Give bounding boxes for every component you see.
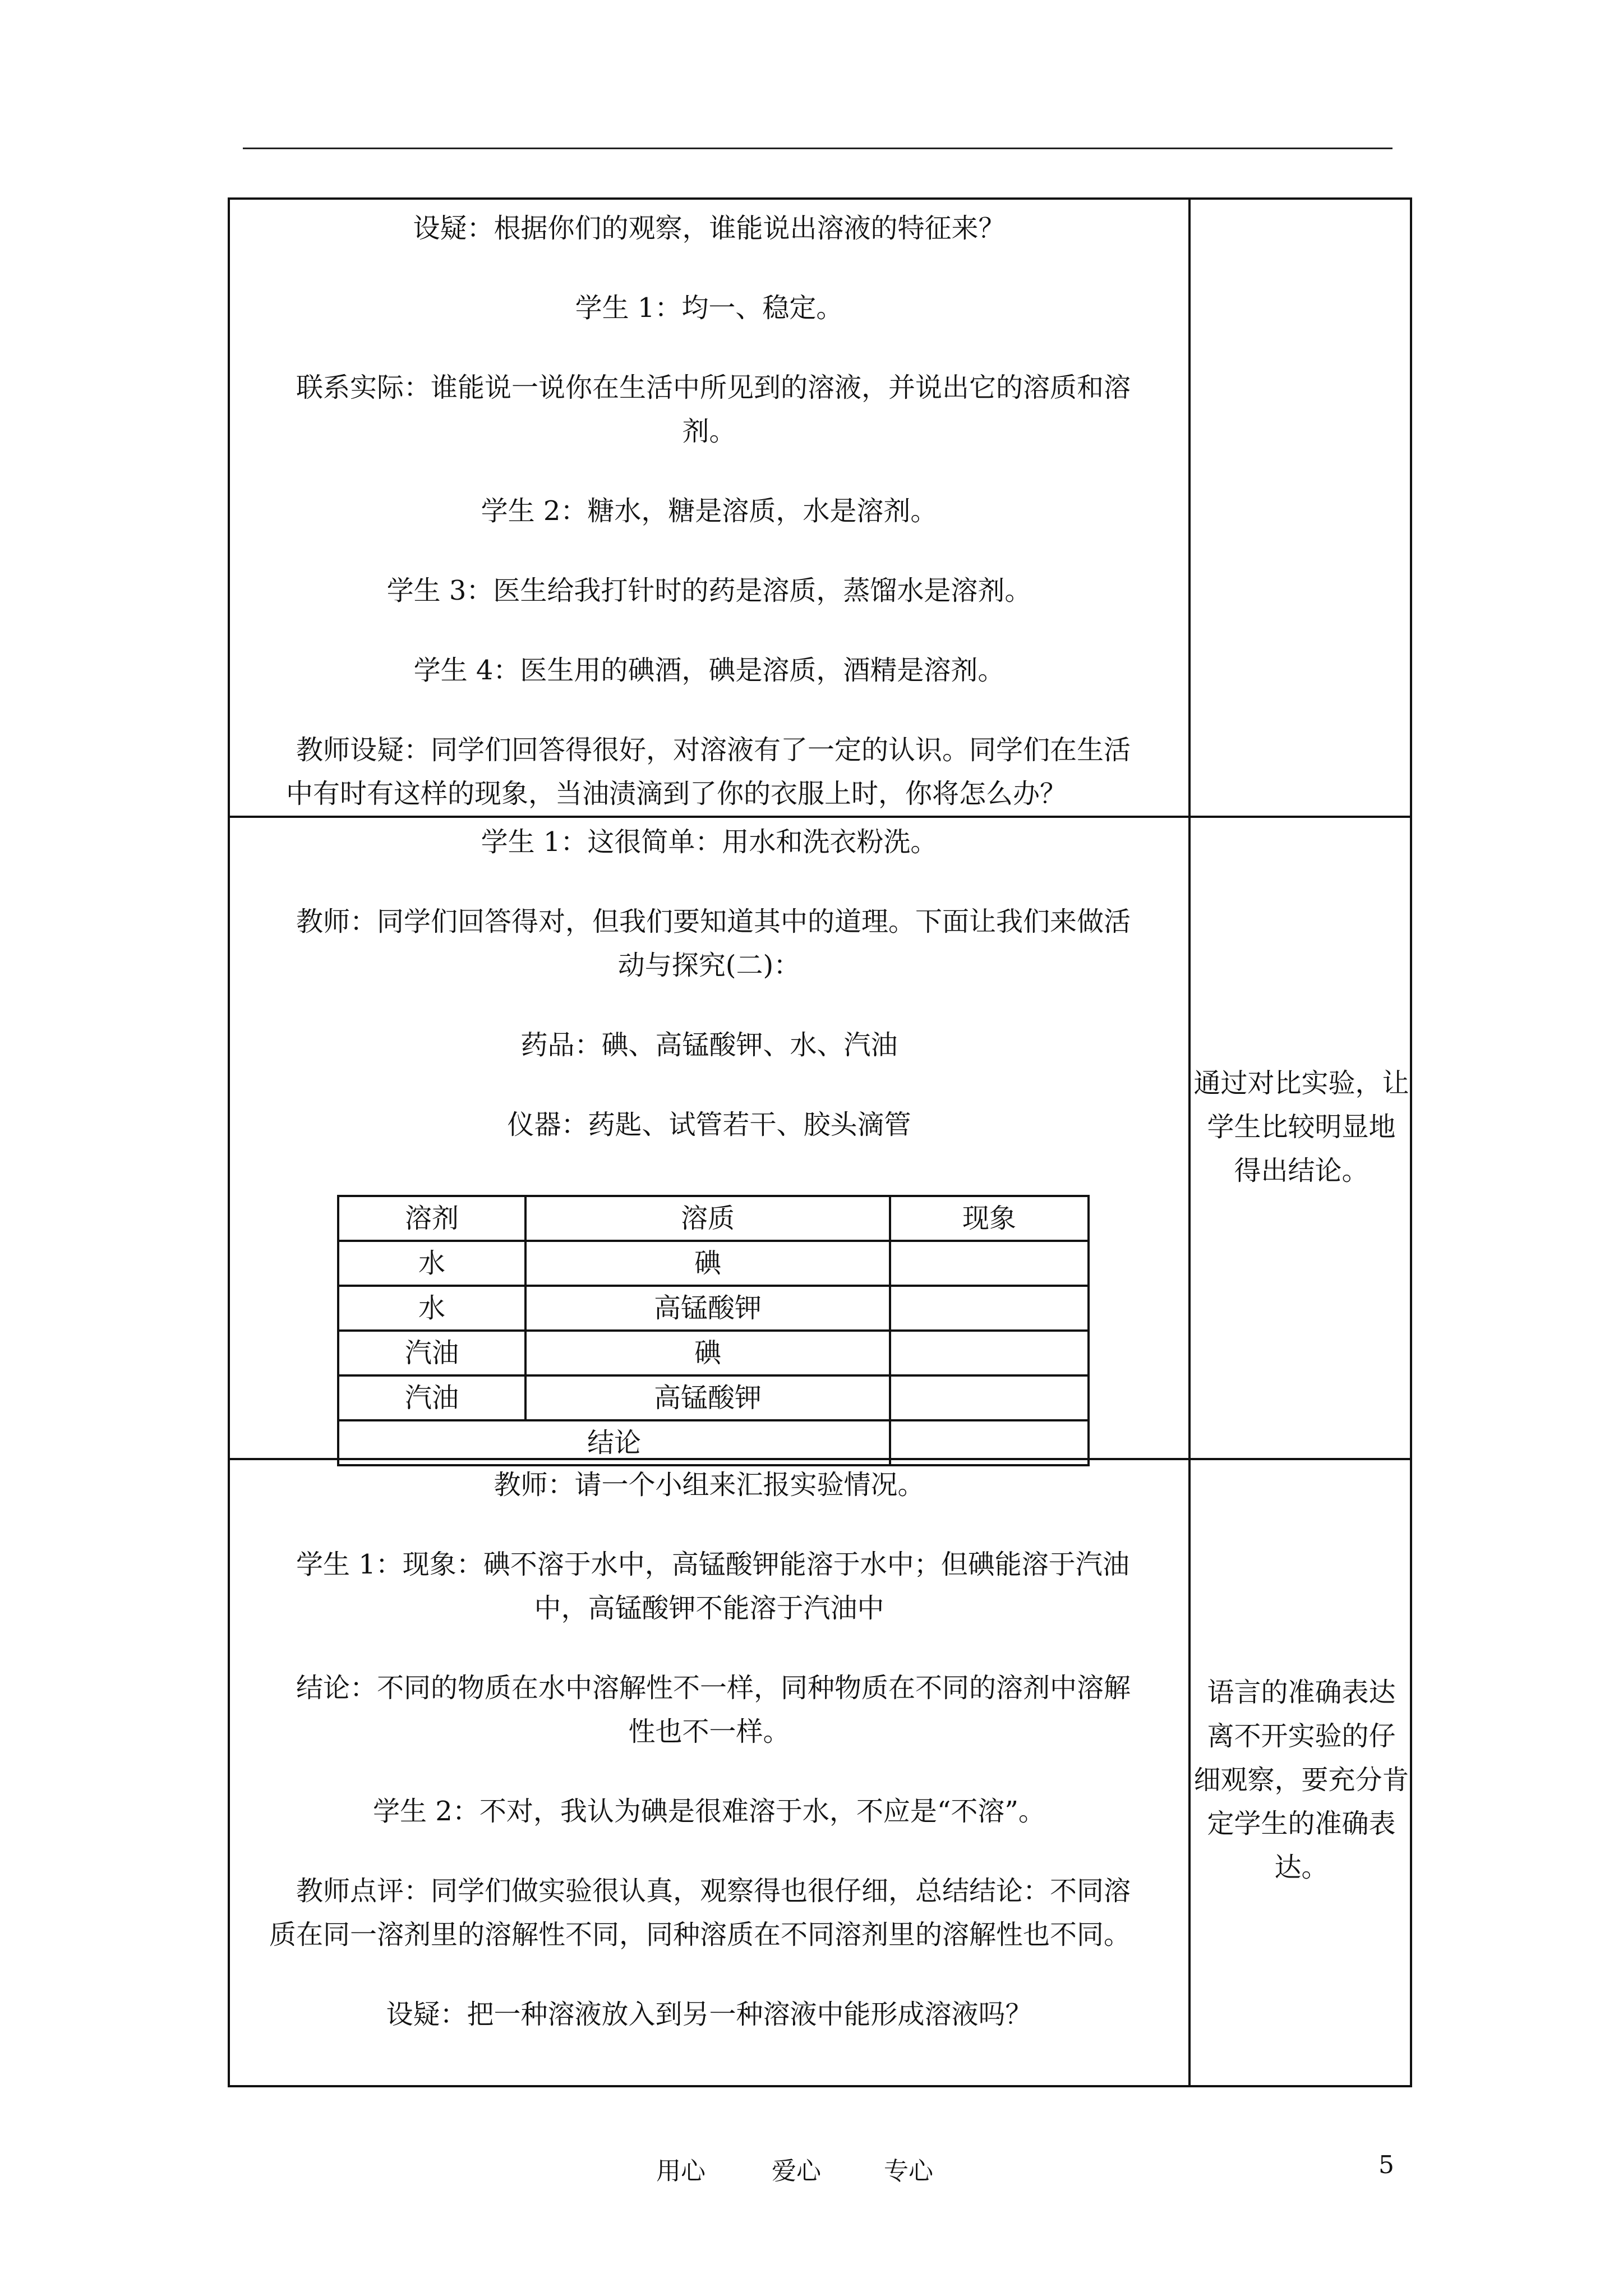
conclusion-cell <box>890 1420 1089 1465</box>
cell-phenomenon <box>890 1286 1089 1331</box>
conclusion-line2: 性也不一样。 <box>628 1716 790 1747</box>
design-note-1 <box>1191 1061 1412 1193</box>
note-line: 得出结论。 <box>1234 1155 1369 1186</box>
footer-motto-3: 专心 <box>884 2157 933 2185</box>
cell-phenomenon <box>890 1241 1089 1286</box>
student-1-report-line2: 中，高锰酸钾不能溶于汽油中 <box>534 1593 884 1624</box>
cell-solute: 碘 <box>525 1331 890 1375</box>
header-phenomenon: 现象 <box>890 1196 1089 1241</box>
footer-motto-1: 用心 <box>656 2157 706 2185</box>
header-solvent: 溶剂 <box>338 1196 525 1241</box>
lesson-table <box>228 197 1412 2087</box>
student-4-answer: 学生 4：医生用的碘酒，碘是溶质，酒精是溶剂。 <box>413 655 1005 686</box>
conclusion-label: 结论 <box>338 1420 890 1465</box>
table-row <box>338 1241 1089 1286</box>
design-note-2 <box>1191 1671 1412 1889</box>
experiment-table <box>337 1195 1090 1466</box>
connect-practice-line2: 剂。 <box>682 416 736 447</box>
conclusion-row <box>338 1420 1089 1465</box>
cell-solvent: 汽油 <box>338 1375 525 1420</box>
cell-solvent: 水 <box>338 1286 525 1331</box>
reagents-list: 药品：碘、高锰酸钾、水、汽油 <box>520 1029 898 1061</box>
table-row <box>338 1375 1089 1420</box>
teacher-question-line2: 中有时有这样的现象，当油渍滴到了你的衣服上时，你将怎么办？ <box>286 778 1067 809</box>
table-row <box>338 1331 1089 1375</box>
apparatus-list: 仪器：药匙、试管若干、胶头滴管 <box>507 1109 911 1140</box>
note-line: 语言的准确表达 <box>1207 1677 1396 1708</box>
note-line: 定学生的准确表 <box>1207 1808 1396 1839</box>
question-text: 设疑：根据你们的观察，谁能说出溶液的特征来？ <box>413 213 1006 244</box>
student-2-answer: 学生 2：糖水，糖是溶质，水是溶剂。 <box>481 495 938 527</box>
cell-solute: 碘 <box>525 1241 890 1286</box>
cell-solvent: 汽油 <box>338 1331 525 1375</box>
teacher-activity-line2: 动与探究(二)： <box>617 950 801 981</box>
teacher-review-line1: 教师点评：同学们做实验很认真，观察得也很仔细，总结结论：不同溶 <box>296 1875 1131 1907</box>
page-number: 5 <box>1378 2151 1394 2179</box>
closing-question: 设疑：把一种溶液放入到另一种溶液中能形成溶液吗？ <box>386 1999 1032 2030</box>
note-line: 细观察，要充分肯 <box>1193 1764 1409 1796</box>
student-1-answer: 学生 1：均一、稳定。 <box>575 292 843 324</box>
student-3-answer: 学生 3：医生给我打针时的药是溶质，蒸馏水是溶剂。 <box>386 575 1032 606</box>
row-divider-1 <box>230 816 1410 818</box>
teacher-activity-line1: 教师：同学们回答得对，但我们要知道其中的道理。下面让我们来做活 <box>296 906 1131 937</box>
table-row <box>338 1286 1089 1331</box>
header-rule <box>243 148 1393 149</box>
note-line: 离不开实验的仔 <box>1207 1720 1396 1752</box>
note-line: 通过对比实验，让 <box>1193 1068 1409 1099</box>
student-1-report-line1: 学生 1：现象：碘不溶于水中，高锰酸钾能溶于水中；但碘能溶于汽油 <box>296 1549 1129 1580</box>
teacher-review-line2: 质在同一溶剂里的溶解性不同，同种溶质在不同溶剂里的溶解性也不同。 <box>269 1919 1131 1950</box>
connect-practice-line1: 联系实际：谁能说一说你在生活中所见到的溶液，并说出它的溶质和溶 <box>296 372 1131 403</box>
note-line: 学生比较明显地 <box>1207 1111 1396 1143</box>
note-line: 达。 <box>1274 1852 1329 1883</box>
footer-motto-2: 爱心 <box>772 2157 821 2185</box>
cell-phenomenon <box>890 1375 1089 1420</box>
cell-solute: 高锰酸钾 <box>525 1286 890 1331</box>
teacher-report-request: 教师：请一个小组来汇报实验情况。 <box>494 1469 925 1501</box>
student-2-objection: 学生 2：不对，我认为碘是很难溶于水，不应是“不溶”。 <box>373 1796 1045 1827</box>
cell-solute: 高锰酸钾 <box>525 1375 890 1420</box>
table-header-row <box>338 1196 1089 1241</box>
cell-solvent: 水 <box>338 1241 525 1286</box>
header-solute: 溶质 <box>525 1196 890 1241</box>
cell-phenomenon <box>890 1331 1089 1375</box>
student-1-reply: 学生 1：这很简单：用水和洗衣粉洗。 <box>481 826 938 858</box>
teacher-question-line1: 教师设疑：同学们回答得很好，对溶液有了一定的认识。同学们在生活 <box>296 734 1131 766</box>
conclusion-line1: 结论：不同的物质在水中溶解性不一样，同种物质在不同的溶剂中溶解 <box>296 1672 1131 1704</box>
